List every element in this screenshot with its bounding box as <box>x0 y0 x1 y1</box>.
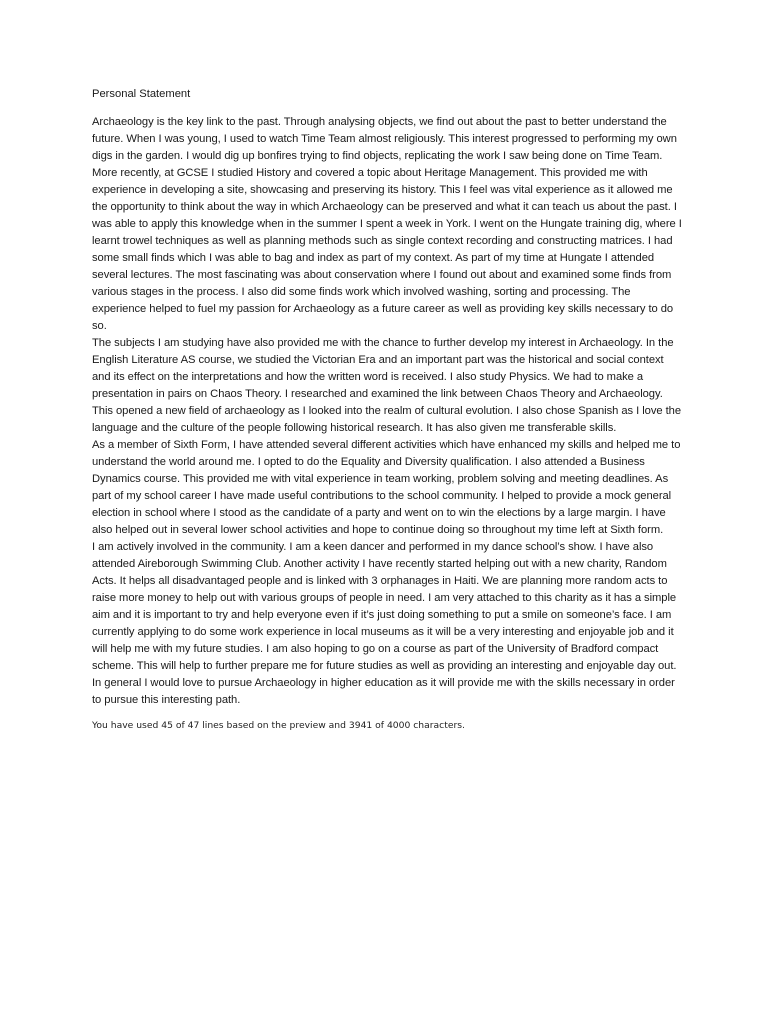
document-title: Personal Statement <box>92 88 191 100</box>
paragraph-sixth-form: As a member of Sixth Form, I have attended several different activities which have enhanced my skills and helped me to understand the world around me. I opted to do the Equality and Diversity qualification. I also attended a Business Dynamics course. This provided me with vital experience in team working, problem solving and meeting deadlines. As part of my school career I have made useful contributions to the school community. I helped to provide a mock general election in school where I stood as the candidate of a party and went on to win the elections by a large margin. I have also helped out in several lower school activities and hope to continue doing so throughout my time left at Sixth form. <box>92 439 681 536</box>
paragraph-community: I am actively involved in the community. I am a keen dancer and performed in my dance school’s show. I have also attended Aireborough Swimming Club. Another activity I have recently started helping out with a new charity, Random Acts. It helps all disadvantaged people and is linked with 3 orphanages in Haiti. We are planning more random acts to raise more money to help out with various groups of people in need. I am very attached to this charity as it has a simple aim and it is important to try and help everyone even if it’s just doing something to put a smile on someone’s face. I am currently applying to do some work experience in local museums as it will be a very interesting and enjoyable job and it will help me with my future studies. I am also hoping to go on a course as part of the University of Bradford compact scheme. This will help to further prepare me for future studies as well as providing an interesting and enjoyable day out. <box>92 541 677 672</box>
statement-body <box>92 114 682 709</box>
paragraph-intro: Archaeology is the key link to the past. Through analysing objects, we find out about the past to better understand the future. When I was young, I used to watch Time Team almost religiously. This interest progressed to performing my own digs in the garden. I would dig up bonfires trying to find objects, replicating the work I saw being done on Time Team. <box>92 116 677 162</box>
paragraph-conclusion: In general I would love to pursue Archaeology in higher education as it will provide me with the skills necessary in order to pursue this interesting path. <box>92 677 675 706</box>
paragraph-gcse-hungate: More recently, at GCSE I studied History and covered a topic about Heritage Management. This provided me with experience in developing a site, showcasing and preserving its history. This I feel was vital experience as it allowed me the opportunity to think about the way in which Archaeology can be preserved and what it can teach us about the past. I was able to apply this knowledge when in the summer I spent a week in York. I went on the Hungate training dig, where I learnt trowel techniques as well as planning methods such as single context recording and constructing matrices. I had some small finds which I was able to bag and index as part of my context. As part of my time at Hungate I attended several lectures. The most fascinating was about conservation where I found out about and examined some finds from various stages in the process. I also did some finds work which involved washing, sorting and processing. The experience helped to fuel my passion for Archaeology as a future career as well as providing key skills necessary to do so. <box>92 167 682 332</box>
document-page <box>92 86 682 732</box>
character-count-note: You have used 45 of 47 lines based on the preview and 3941 of 4000 characters. <box>92 720 465 731</box>
paragraph-subjects: The subjects I am studying have also provided me with the chance to further develop my interest in Archaeology. In the English Literature AS course, we studied the Victorian Era and an important part was the historical and social context and its effect on the interpretations and how the written word is received. I also study Physics. We had to make a presentation in pairs on Chaos Theory. I researched and examined the link between Chaos Theory and Archaeology. This opened a new field of archaeology as I looked into the realm of cultural evolution. I also chose Spanish as I love the language and the culture of the people following historical research. It has also given me transferable skills. <box>92 337 682 434</box>
